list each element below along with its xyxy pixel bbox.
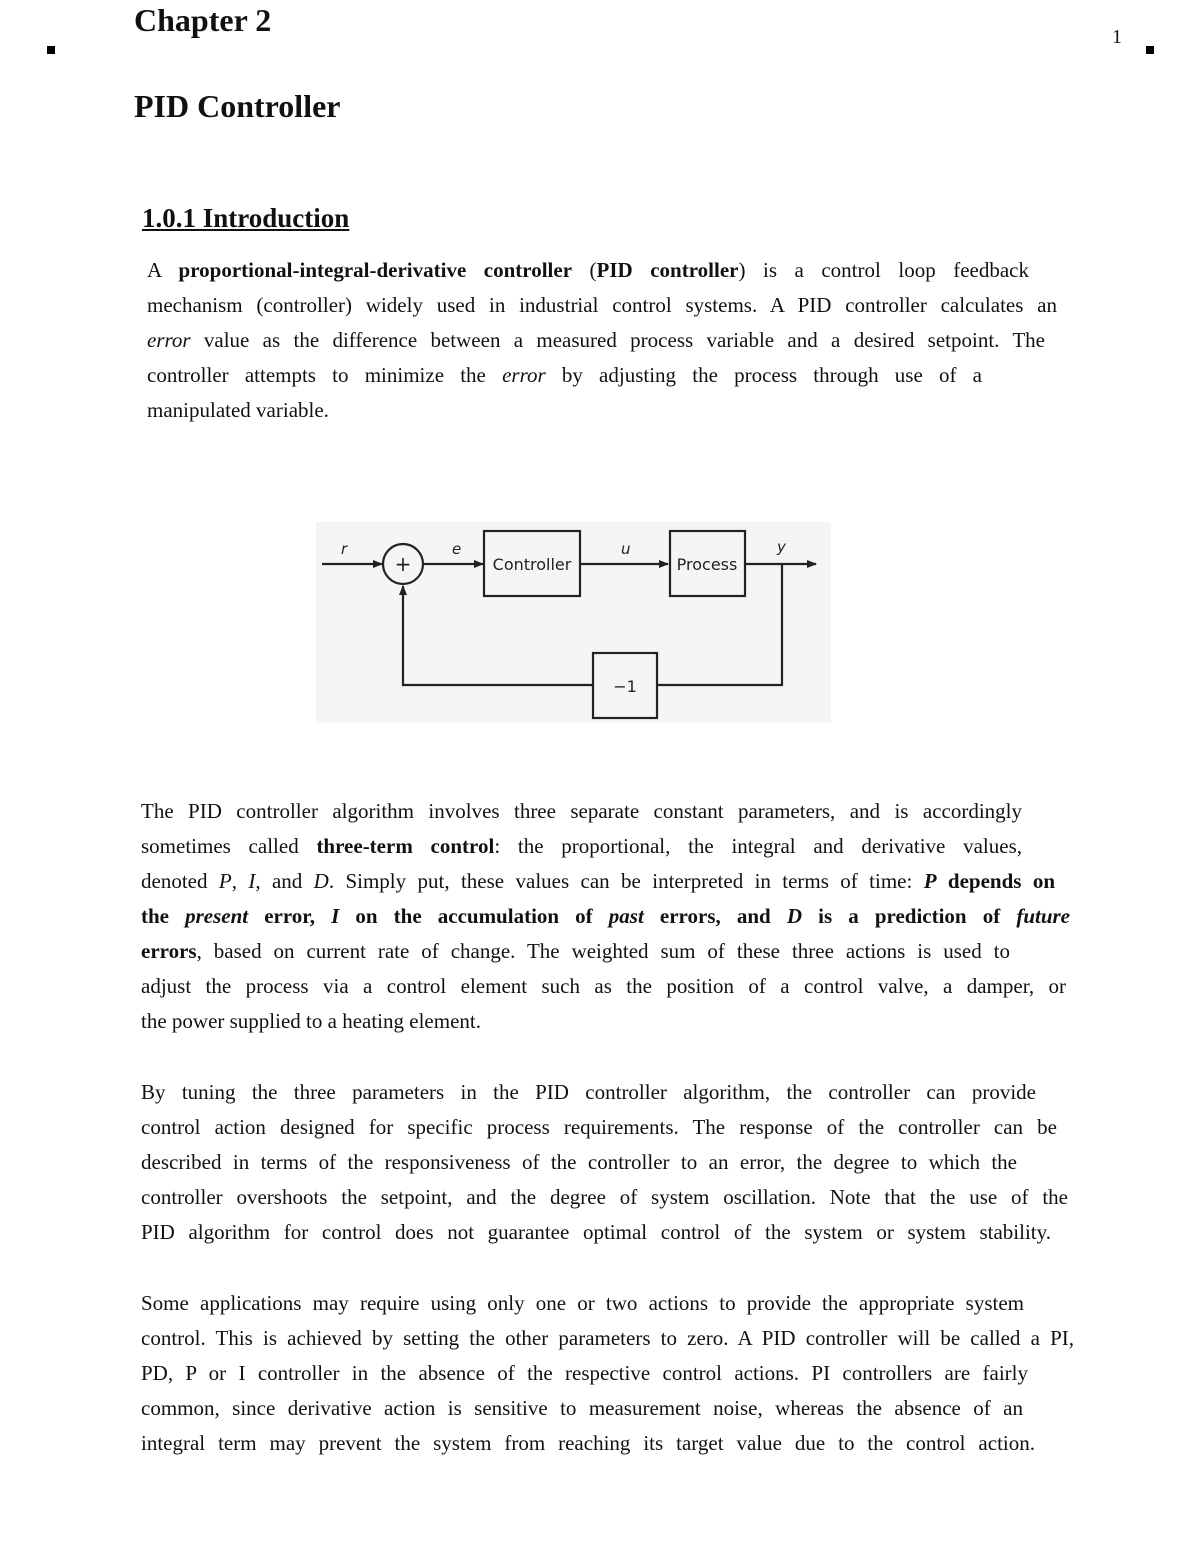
section-heading: 1.0.1 Introduction xyxy=(142,203,350,233)
corner-mark-right xyxy=(1146,46,1154,54)
term-error: error xyxy=(502,363,546,387)
symbol-d-bold: D xyxy=(786,904,802,928)
gain-label: −1 xyxy=(613,677,637,696)
p2-line-1: The PID controller algorithm involves three separate constant parameters, and is accordingly xyxy=(141,799,1022,823)
symbol-i: I xyxy=(248,869,256,893)
pid-block-diagram xyxy=(316,522,831,723)
symbol-p: P xyxy=(218,869,232,893)
intro-line-5: manipulated variable. xyxy=(147,398,329,422)
p4-line-2: control. This is achieved by setting the other parameters to zero. A PID controller will be called a PI, xyxy=(141,1326,1074,1350)
term-pid: PID controller xyxy=(596,258,739,282)
paragraph-three-term xyxy=(141,794,1071,1039)
p4-line-3: PD, P or I controller in the absence of the respective control actions. PI controllers are fairly xyxy=(141,1361,1028,1385)
intro-text: ( xyxy=(572,258,597,282)
sum-sign: + xyxy=(394,552,412,576)
block-diagram-svg xyxy=(316,522,831,723)
signal-r-label: r xyxy=(341,540,348,558)
term-pid-full: proportional-integral-derivative controller xyxy=(178,258,573,282)
intro-line-1 xyxy=(147,253,1029,288)
chapter-label: Chapter 2 xyxy=(134,2,272,38)
p2-line-2 xyxy=(141,829,1022,864)
process-label: Process xyxy=(676,555,738,574)
p2-text: , and xyxy=(255,869,314,893)
term-error: error xyxy=(147,328,191,352)
p2-line-7: the power supplied to a heating element. xyxy=(141,1009,481,1033)
controller-label: Controller xyxy=(492,555,572,574)
intro-text: ) is a control loop feedback xyxy=(738,258,1029,282)
p2-text: : the proportional, the integral and derivative values, xyxy=(494,834,1022,858)
p4-line-1: Some applications may require using only one or two actions to provide the appropriate system xyxy=(141,1291,1024,1315)
paragraph-tuning xyxy=(141,1075,1071,1250)
p3-line-1: By tuning the three parameters in the PID controller algorithm, the controller can provide xyxy=(141,1080,1036,1104)
intro-paragraph xyxy=(147,253,1059,428)
intro-text: by adjusting the process through use of a xyxy=(545,363,982,387)
term-present: present xyxy=(185,904,249,928)
corner-mark-left xyxy=(47,46,55,54)
p4-line-4: common, since derivative action is sensitive to measurement noise, whereas the absence of an xyxy=(141,1396,1023,1420)
intro-line-3 xyxy=(147,323,1045,358)
intro-line-4 xyxy=(147,358,982,393)
signal-u-label: u xyxy=(621,540,631,558)
term-past: past xyxy=(608,904,644,928)
p2-line-4 xyxy=(141,899,1070,934)
term-future: future xyxy=(1016,904,1071,928)
p3-line-5: PID algorithm for control does not guarantee optimal control of the system or system stability. xyxy=(141,1220,1051,1244)
p3-line-2: control action designed for specific process requirements. The response of the controller can be xyxy=(141,1115,1057,1139)
p2-text: . Simply put, these values can be interpreted in terms of time: xyxy=(328,869,924,893)
page-number: 1 xyxy=(1112,26,1122,48)
intro-text: controller attempts to minimize the xyxy=(147,363,503,387)
p2-line-5 xyxy=(141,934,1010,969)
p3-line-3: described in terms of the responsiveness of the controller to an error, the degree to which the xyxy=(141,1150,1017,1174)
term-errors: errors xyxy=(141,939,197,963)
p2-text: , xyxy=(231,869,249,893)
p2-line-3 xyxy=(141,864,1055,899)
p2-text: , based on current rate of change. The weighted sum of these three actions is used to xyxy=(196,939,1010,963)
symbol-p-bold: P xyxy=(923,869,937,893)
symbol-i-bold: I xyxy=(331,904,340,928)
signal-e-label: e xyxy=(452,540,462,558)
paragraph-applications xyxy=(141,1286,1076,1461)
p2-bold-text: error, xyxy=(248,904,332,928)
p2-bold-text: on the accumulation of xyxy=(339,904,609,928)
p4-line-5: integral term may prevent the system from reaching its target value due to the control action. xyxy=(141,1431,1035,1455)
intro-text: A xyxy=(147,258,179,282)
p2-text: denoted xyxy=(141,869,219,893)
p2-bold-text: the xyxy=(141,904,186,928)
p2-bold-text: errors, and xyxy=(643,904,787,928)
p2-bold-text: depends on xyxy=(936,869,1056,893)
symbol-d: D xyxy=(313,869,329,893)
p2-bold-text: is a prediction of xyxy=(802,904,1017,928)
p2-line-6: adjust the process via a control element such as the position of a control valve, a damper, or xyxy=(141,974,1066,998)
p3-line-4: controller overshoots the setpoint, and the degree of system oscillation. Note that the use of the xyxy=(141,1185,1068,1209)
intro-line-2: mechanism (controller) widely used in industrial control systems. A PID controller calculates an xyxy=(147,293,1057,317)
signal-y-label: y xyxy=(777,538,786,556)
page-title: PID Controller xyxy=(134,88,341,124)
p2-text: sometimes called xyxy=(141,834,317,858)
term-three-term-control: three-term control xyxy=(316,834,495,858)
intro-text: value as the difference between a measured process variable and a desired setpoint. The xyxy=(190,328,1045,352)
